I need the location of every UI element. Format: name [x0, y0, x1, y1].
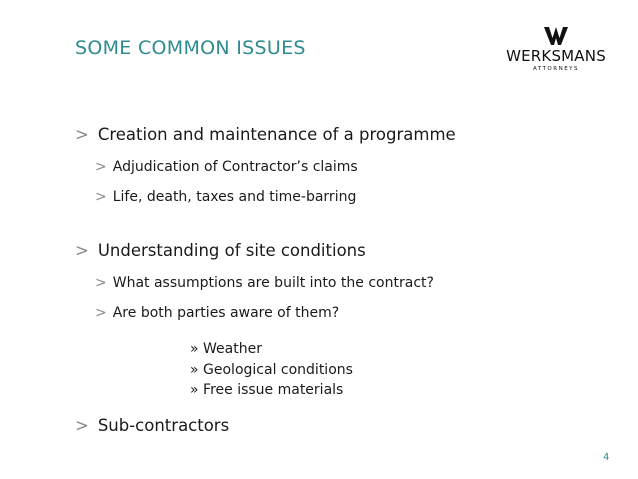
sub-bullet-text: Life, death, taxes and time-barring [112, 189, 357, 205]
sub-bullet-text: Are both parties aware of them? [112, 305, 340, 321]
sub-sub-text: Weather [203, 341, 262, 357]
sub-sub-text: Free issue materials [203, 382, 344, 398]
bullet-marker: > [95, 305, 107, 321]
sub-bullet-text: What assumptions are built into the contract? [112, 275, 434, 291]
sub-bullet-item [95, 189, 356, 205]
sub-sub-item [190, 341, 262, 357]
sub-sub-marker: » [190, 341, 199, 357]
bullet-item [75, 125, 456, 144]
bullet-marker: > [95, 159, 107, 175]
sub-bullet-item [95, 305, 339, 321]
logo-wordmark: WERKSMANS [506, 47, 606, 65]
bullet-item [75, 416, 229, 435]
sub-sub-item [190, 362, 353, 378]
bullet-marker: > [95, 189, 107, 205]
bullet-text: Sub-contractors [97, 416, 230, 435]
slide-title: SOME COMMON ISSUES [75, 37, 306, 59]
sub-sub-marker: » [190, 382, 199, 398]
bullet-item [75, 241, 366, 260]
werksmans-w-mark-icon [544, 27, 568, 45]
bullet-text: Creation and maintenance of a programme [97, 125, 456, 144]
sub-bullet-text: Adjudication of Contractor’s claims [112, 159, 358, 175]
bullet-marker: > [75, 241, 89, 260]
logo-subtitle: ATTORNEYS [532, 66, 580, 72]
bullet-marker: > [75, 416, 89, 435]
sub-bullet-item [95, 159, 358, 175]
bullet-marker: > [75, 125, 89, 144]
sub-bullet-item [95, 275, 434, 291]
page-number: 4 [603, 452, 610, 463]
sub-sub-item [190, 382, 343, 398]
sub-sub-text: Geological conditions [203, 362, 353, 378]
sub-sub-marker: » [190, 362, 199, 378]
bullet-marker: > [95, 275, 107, 291]
bullet-text: Understanding of site conditions [97, 241, 366, 260]
werksmans-logo [500, 27, 612, 77]
